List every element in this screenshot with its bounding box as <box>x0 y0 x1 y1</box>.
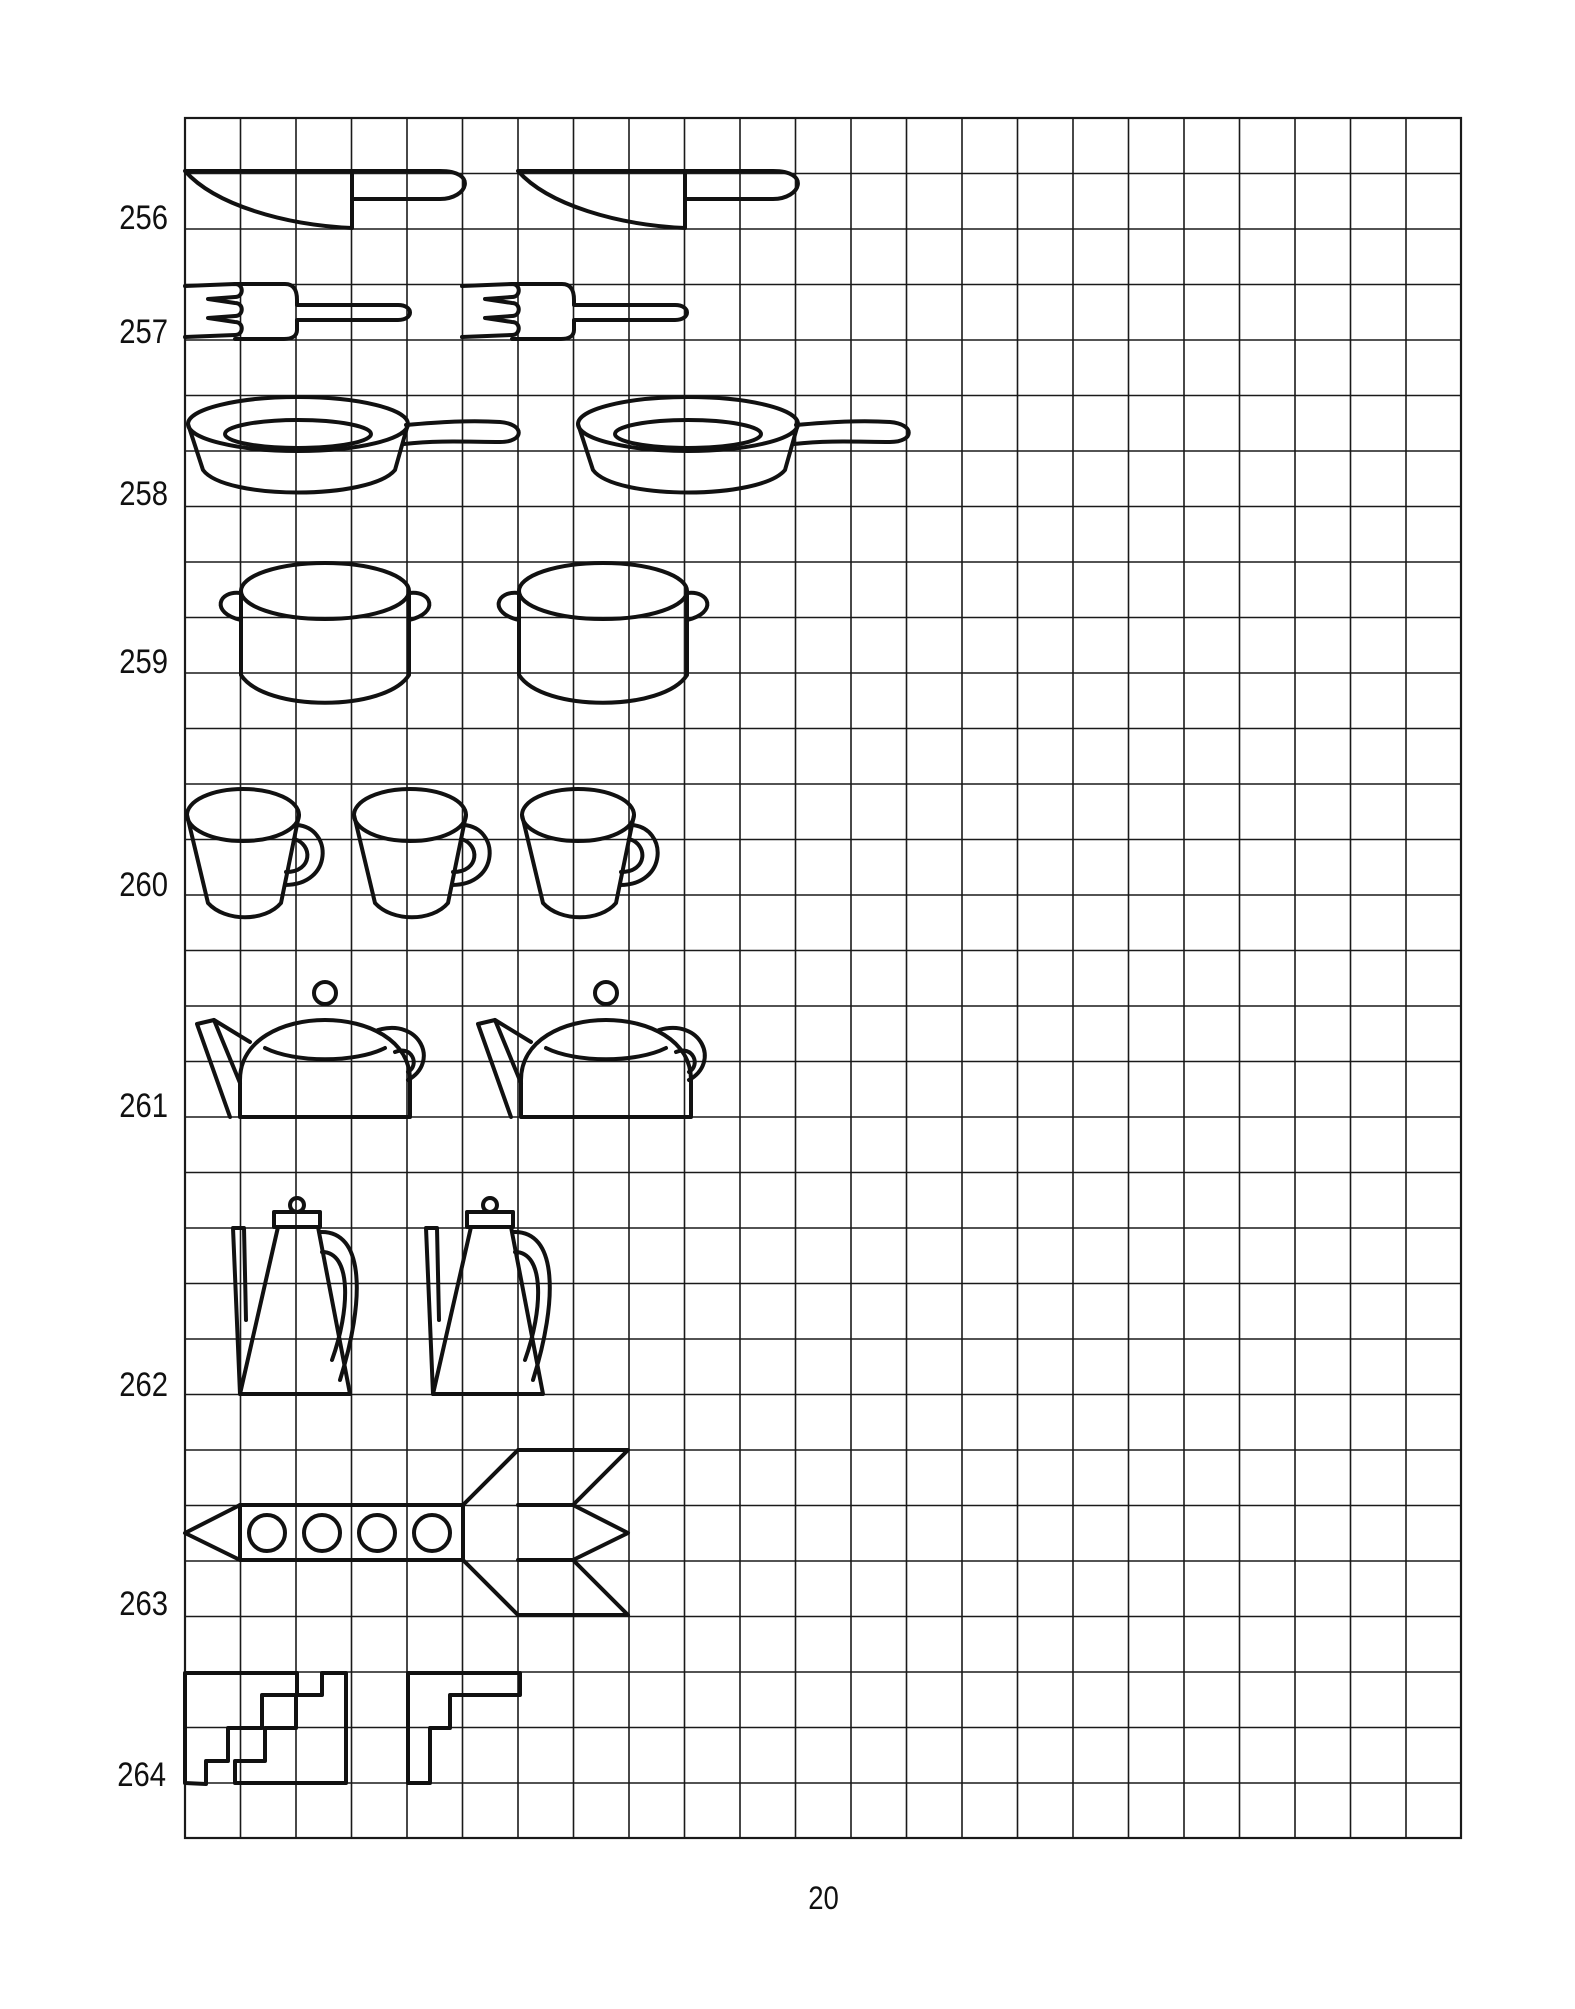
pot-icon <box>221 563 708 703</box>
cup-icon <box>187 789 658 917</box>
exercise-number: 261 <box>119 1087 168 1125</box>
zigzag-pattern-icon <box>185 1673 520 1784</box>
exercise-number: 259 <box>119 643 168 681</box>
exercise-number: 264 <box>117 1756 166 1794</box>
exercise-number: 262 <box>119 1366 168 1404</box>
exercise-number: 256 <box>119 199 168 237</box>
drawing-grid <box>185 118 1461 1838</box>
fork-icon <box>185 284 687 339</box>
exercise-number: 258 <box>119 475 168 513</box>
page-number: 20 <box>808 1880 839 1916</box>
grid-border <box>185 118 1461 1838</box>
exercise-number: 260 <box>119 866 168 904</box>
exercise-number: 263 <box>119 1585 168 1623</box>
exercise-number: 257 <box>119 313 168 351</box>
knife-icon <box>185 171 798 228</box>
